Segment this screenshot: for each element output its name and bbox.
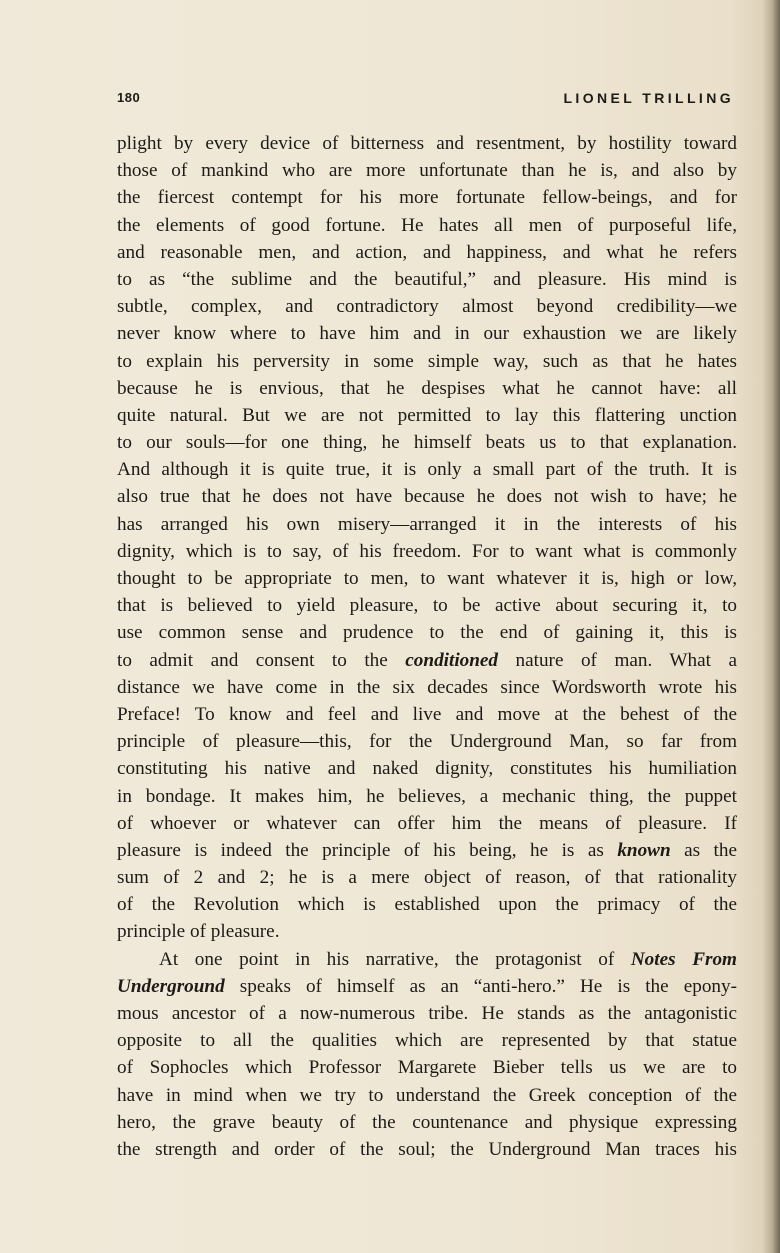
- text-segment: of the Revolution which is established upon the primacy of the: [117, 894, 737, 916]
- text-line: [117, 728, 737, 755]
- text-segment: plight by every device of bitterness and resentment, by hostility toward: [117, 133, 737, 154]
- text-line: [117, 157, 737, 184]
- text-segment: speaks of himself as an “anti-hero.” He is the epony-: [224, 975, 737, 997]
- text-segment: and reasonable men, and action, and happiness, and what he refers: [117, 241, 737, 263]
- text-line: [117, 1109, 737, 1136]
- text-line: [117, 701, 737, 728]
- text-segment: principle of pleasure.: [117, 921, 280, 943]
- italic-phrase: conditioned: [405, 649, 499, 671]
- text-line: [117, 1000, 737, 1027]
- text-line: [117, 1054, 737, 1081]
- text-line: [117, 946, 737, 973]
- text-segment: of whoever or whatever can offer him the means of pleasure. If: [117, 812, 737, 834]
- text-segment: dignity, which is to say, of his freedom. For to want what is commonly: [117, 540, 737, 562]
- text-line: [117, 891, 737, 918]
- text-segment: sum of 2 and 2; he is a mere object of reason, of that rationality: [117, 867, 737, 889]
- text-segment: constituting his native and naked dignity, constitutes his humiliation: [117, 758, 737, 780]
- text-segment: opposite to all the qualities which are represented by that statue: [117, 1030, 737, 1052]
- text-line: [117, 429, 737, 456]
- text-segment: distance we have come in the six decades since Wordsworth wrote his: [117, 676, 737, 698]
- text-segment: to our souls—for one thing, he himself beats us to that explanation.: [117, 432, 737, 454]
- text-segment: because he is envious, that he despises what he cannot have: all: [117, 377, 737, 399]
- text-segment: have in mind when we try to understand the Greek conception of the: [117, 1084, 737, 1106]
- text-line: [117, 810, 737, 837]
- text-line: [117, 483, 737, 510]
- text-segment: thought to be appropriate to men, to want whatever it is, high or low,: [117, 568, 737, 589]
- text-line: [117, 864, 737, 891]
- text-segment: that is believed to yield pleasure, to be active about securing it, to: [117, 595, 737, 617]
- text-segment: mous ancestor of a now-numerous tribe. He stands as the antagonistic: [117, 1003, 737, 1024]
- text-line: [117, 293, 737, 320]
- running-head: [117, 90, 734, 112]
- text-line: [117, 674, 737, 701]
- text-segment: use common sense and prudence to the end of gaining it, this is: [117, 622, 737, 644]
- text-segment: the strength and order of the soul; the Underground Man traces his: [117, 1138, 737, 1160]
- text-line: [117, 973, 737, 1000]
- text-segment: to admit and consent to the: [117, 649, 406, 671]
- text-segment: has arranged his own misery—arranged it in the interests of his: [117, 513, 737, 535]
- text-segment: principle of pleasure—this, for the Underground Man, so far from: [117, 731, 737, 753]
- text-segment: the fiercest contempt for his more fortunate fellow-beings, and for: [117, 187, 737, 209]
- text-line: [117, 266, 737, 293]
- italic-phrase: Notes From: [630, 948, 737, 970]
- text-line: [117, 320, 737, 347]
- text-segment: never know where to have him and in our exhaustion we are likely: [117, 323, 737, 345]
- text-line: [117, 130, 737, 157]
- author-name: LIONEL TRILLING: [563, 90, 734, 106]
- text-segment: those of mankind who are more unfortunate than he is, and also by: [117, 160, 737, 182]
- text-line: [117, 375, 737, 402]
- italic-phrase: Underground: [117, 975, 225, 997]
- text-segment: And although it is quite true, it is only a small part of the truth. It is: [117, 459, 737, 481]
- text-segment: nature of man. What a: [498, 649, 737, 671]
- text-segment: as the: [670, 839, 737, 861]
- text-line: [117, 1082, 737, 1109]
- text-line: [117, 538, 737, 565]
- text-line: [117, 755, 737, 782]
- text-line: [117, 456, 737, 483]
- text-line: [117, 619, 737, 646]
- text-segment: of Sophocles which Professor Margarete Bieber tells us we are to: [117, 1057, 737, 1079]
- page-number: 180: [117, 90, 141, 105]
- text-line: [117, 647, 737, 674]
- text-line: [117, 402, 737, 429]
- text-line: [117, 837, 737, 864]
- text-line: [117, 212, 737, 239]
- text-segment: subtle, complex, and contradictory almost beyond credibility—we: [117, 296, 737, 318]
- text-segment: also true that he does not have because he does not wish to have; he: [117, 486, 737, 508]
- text-line: [117, 565, 737, 592]
- text-segment: pleasure is indeed the principle of his being, he is as: [117, 839, 618, 861]
- text-line: [117, 592, 737, 619]
- text-line: [117, 918, 737, 945]
- text-line: [117, 184, 737, 211]
- spine-shadow: [762, 0, 780, 1253]
- text-line: [117, 1027, 737, 1054]
- text-segment: hero, the grave beauty of the countenance and physique expressing: [117, 1111, 737, 1133]
- text-line: [117, 348, 737, 375]
- text-line: [117, 1136, 737, 1163]
- text-segment: Preface! To know and feel and live and move at the behest of the: [117, 703, 737, 725]
- body-text: [117, 130, 737, 1163]
- text-line: [117, 783, 737, 810]
- italic-phrase: known: [617, 839, 671, 861]
- text-segment: At one point in his narrative, the protagonist of: [159, 948, 631, 970]
- text-segment: to as “the sublime and the beautiful,” and pleasure. His mind is: [117, 268, 737, 290]
- text-segment: quite natural. But we are not permitted to lay this flattering unction: [117, 404, 737, 426]
- text-line: [117, 511, 737, 538]
- text-segment: the elements of good fortune. He hates all men of purposeful life,: [117, 214, 737, 236]
- text-segment: in bondage. It makes him, he believes, a mechanic thing, the puppet: [117, 785, 737, 807]
- text-segment: to explain his perversity in some simple way, such as that he hates: [117, 350, 737, 372]
- text-line: [117, 239, 737, 266]
